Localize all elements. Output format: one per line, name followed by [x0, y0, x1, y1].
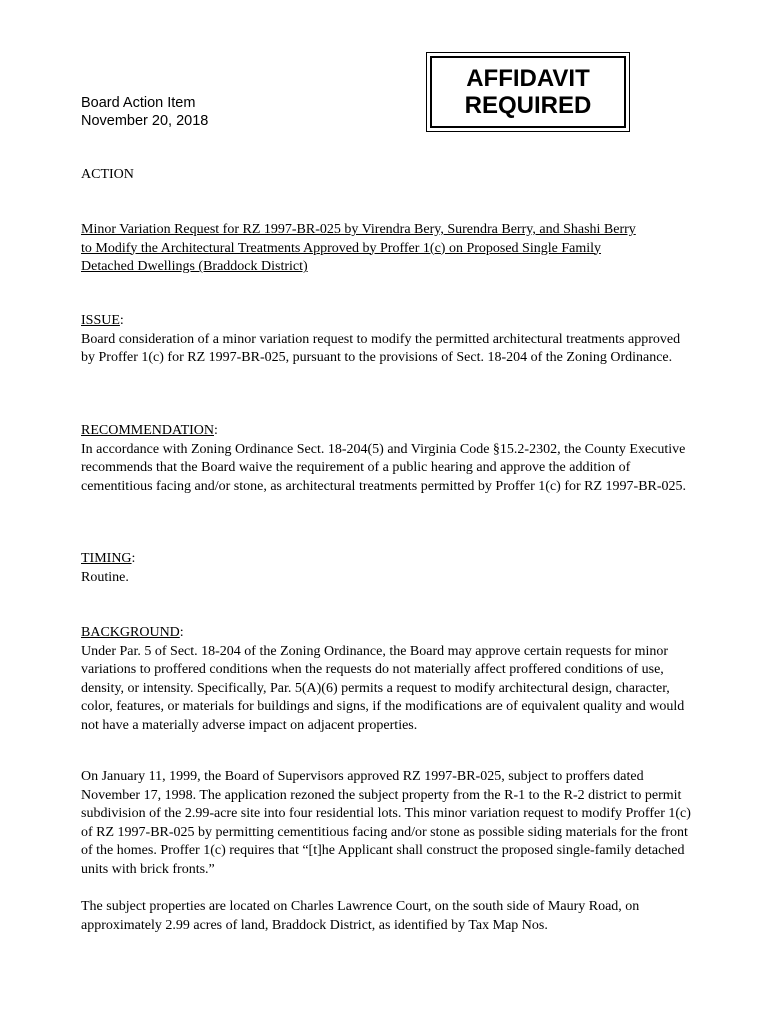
- issue-heading-colon: :: [119, 313, 124, 328]
- background-paragraph-3: The subject properties are located on Charles Lawrence Court, on the south side of Maury Road, on approximately 2.99 acres of land, Braddock District, as identified by Tax Map Nos.: [81, 899, 640, 933]
- recommendation-text: In accordance with Zoning Ordinance Sect. 18-204(5) and Virginia Code §15.2-2302, the County Executive recommends that the Board waive the requirement of a public hearing and approve the addition of cementitious facing and/or stone, as architectural treatments permitted by Proffer 1(c) for RZ 1997-BR-025.: [81, 441, 687, 494]
- background-heading-colon: :: [179, 625, 184, 640]
- background-heading-text: BACKGROUND: [81, 625, 180, 640]
- timing-section: [81, 550, 691, 587]
- background-paragraph-3-block: [81, 898, 691, 935]
- issue-heading: [81, 312, 691, 331]
- action-label: ACTION: [81, 167, 134, 182]
- recommendation-heading-colon: :: [214, 423, 218, 438]
- issue-heading-text: ISSUE: [81, 313, 120, 328]
- background-section: [81, 624, 691, 736]
- timing-text: Routine.: [81, 569, 129, 585]
- background-paragraph-1: Under Par. 5 of Sect. 18-204 of the Zoning Ordinance, the Board may approve certain requests for minor variations to proffered conditions when the requests do not materially affect proffered conditions of use, density, or intensity. Specifically, Par. 5(A)(6) permits a request to modify architectural design, character, color, features, or materials for buildings and signs, if the modifications are of equivalent quality and would not have a materially adverse impact on adjacent properties.: [81, 643, 685, 733]
- affidavit-stamp-inner: [430, 56, 626, 128]
- affidavit-stamp-line1: AFFIDAVIT: [466, 65, 590, 92]
- action-heading: [81, 166, 691, 185]
- meeting-date: November 20, 2018: [81, 113, 209, 129]
- timing-heading-colon: :: [131, 551, 136, 566]
- action-title-line-3: Detached Dwellings (Braddock District): [81, 259, 308, 275]
- background-heading: [81, 624, 691, 643]
- document-header: [81, 94, 208, 130]
- recommendation-section: [81, 422, 691, 496]
- issue-text: Board consideration of a minor variation request to modify the permitted architectural treatments approved by Proffer 1(c) for RZ 1997-BR-025, pursuant to the provisions of Sect. 18-204 of the Zoning Ordinance.: [81, 331, 681, 366]
- action-title-line-1: Minor Variation Request for RZ 1997-BR-025 by Virendra Bery, Surendra Berry, and Shashi Berry: [81, 222, 636, 237]
- issue-section: [81, 312, 691, 368]
- board-action-item-label: Board Action Item: [81, 95, 196, 111]
- affidavit-required-stamp: [426, 52, 630, 132]
- affidavit-stamp-line2: REQUIRED: [464, 92, 592, 119]
- recommendation-heading-text: RECOMMENDATION: [81, 423, 214, 438]
- action-title-line-2: to Modify the Architectural Treatments Approved by Proffer 1(c) on Proposed Single Family: [81, 240, 602, 256]
- recommendation-heading: [81, 422, 691, 441]
- background-paragraph-2: On January 11, 1999, the Board of Supervisors approved RZ 1997-BR-025, subject to proffers dated November 17, 1998. The application rezoned the subject property from the R-1 to the R-2 district to permit subdivision of the 2.99-acre site into four residential lots. This minor variation request to modify Proffer 1(c) of RZ 1997-BR-025 by permitting cementitious facing and/or stone as possible siding materials for the front of the homes. Proffer 1(c) requires that “[t]he Applicant shall construct the proposed single-family detached units with brick fronts.”: [81, 769, 691, 877]
- timing-heading-text: TIMING: [81, 551, 132, 566]
- action-title: [81, 221, 691, 277]
- background-paragraph-2-block: [81, 768, 691, 880]
- timing-heading: [81, 550, 691, 569]
